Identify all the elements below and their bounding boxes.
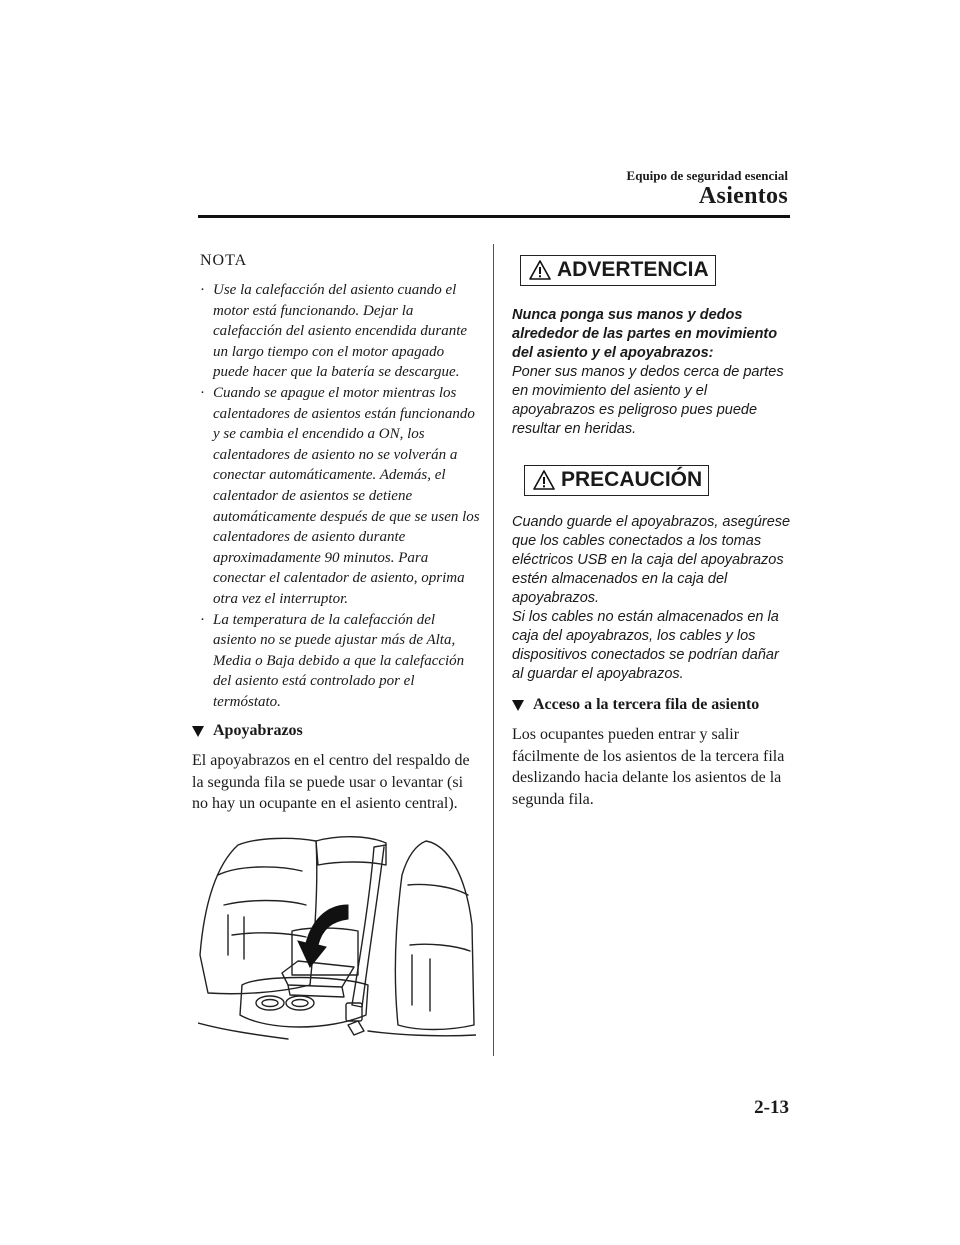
note-list xyxy=(192,280,482,712)
caution-text-2: Si los cables no están almacenados en la caja del apoyabrazos, los cables y los dispositivos conectados se podrían dañar al guardar el apoyabrazos. xyxy=(512,609,779,682)
section-heading-apoyabrazos xyxy=(192,722,482,740)
section-body: Los ocupantes pueden entrar y salir fácilmente de los asientos de la tercera fila deslizando hacia delante los asientos de la segunda fila. xyxy=(512,726,785,808)
fold-arrow-icon xyxy=(298,905,348,967)
warning-label: ADVERTENCIA xyxy=(557,258,709,281)
caution-label: PRECAUCIÓN xyxy=(561,468,703,491)
note-item: · La temperatura de la calefacción del asiento no se puede ajustar más de Alta, Media o Baja debido a que la calefacción del asiento está controlado por el termóstato. xyxy=(200,610,482,713)
warning-triangle-icon xyxy=(529,260,551,280)
section-heading-text: Apoyabrazos xyxy=(213,722,303,740)
page-title: Asientos xyxy=(698,183,788,209)
warning-bold-text: Nunca ponga sus manos y dedos alrededor de las partes en movimiento del asiento y el apoyabrazos: xyxy=(512,307,778,361)
caution-label-box xyxy=(524,465,709,496)
header-rule xyxy=(198,215,790,218)
section-triangle-icon xyxy=(512,700,524,711)
section-body: El apoyabrazos en el centro del respaldo de la segunda fila se puede usar o levantar (si no hay un ocupante en el asiento central). xyxy=(192,752,470,813)
section-triangle-icon xyxy=(192,726,204,737)
caution-text-1: Cuando guarde el apoyabrazos, asegúrese que los cables conectados a los tomas eléctricos USB en la caja del apoyabrazos estén almacenados en la caja del apoyabrazos. xyxy=(512,514,791,606)
left-column xyxy=(192,252,482,815)
note-item: · Use la calefacción del asiento cuando el motor está funcionando. Dejar la calefacción del asiento encendida durante un largo tiempo con el motor apagado puede hacer que la batería se descargue. xyxy=(200,280,482,383)
column-divider xyxy=(493,244,494,1056)
note-item: · Cuando se apague el motor mientras los calentadores de asientos están funcionando y se cambia el encendido a ON, los calentadores de asiento no se volverán a conectar automáticamente. Además, el calentador de asientos se detiene automáticamente después de que se usen los calentadores de asiento durante aproximadamente 90 minutos. Para conectar el calentador de asiento, oprima otra vez el interruptor. xyxy=(200,383,482,610)
right-column xyxy=(512,255,792,810)
warning-text: Poner sus manos y dedos cerca de partes en movimiento del asiento y el apoyabrazos es peligroso pues puede resultar en heridas. xyxy=(512,364,784,437)
section-heading-tercera-fila xyxy=(512,696,792,714)
page-number: 2-13 xyxy=(754,1097,789,1118)
armrest-illustration xyxy=(198,835,476,1041)
section-heading-text: Acceso a la tercera fila de asiento xyxy=(533,696,760,713)
warning-label-box xyxy=(520,255,716,286)
header-section-label: Equipo de seguridad esencial xyxy=(626,168,788,183)
note-title: NOTA xyxy=(200,252,248,269)
warning-triangle-icon xyxy=(533,470,555,490)
